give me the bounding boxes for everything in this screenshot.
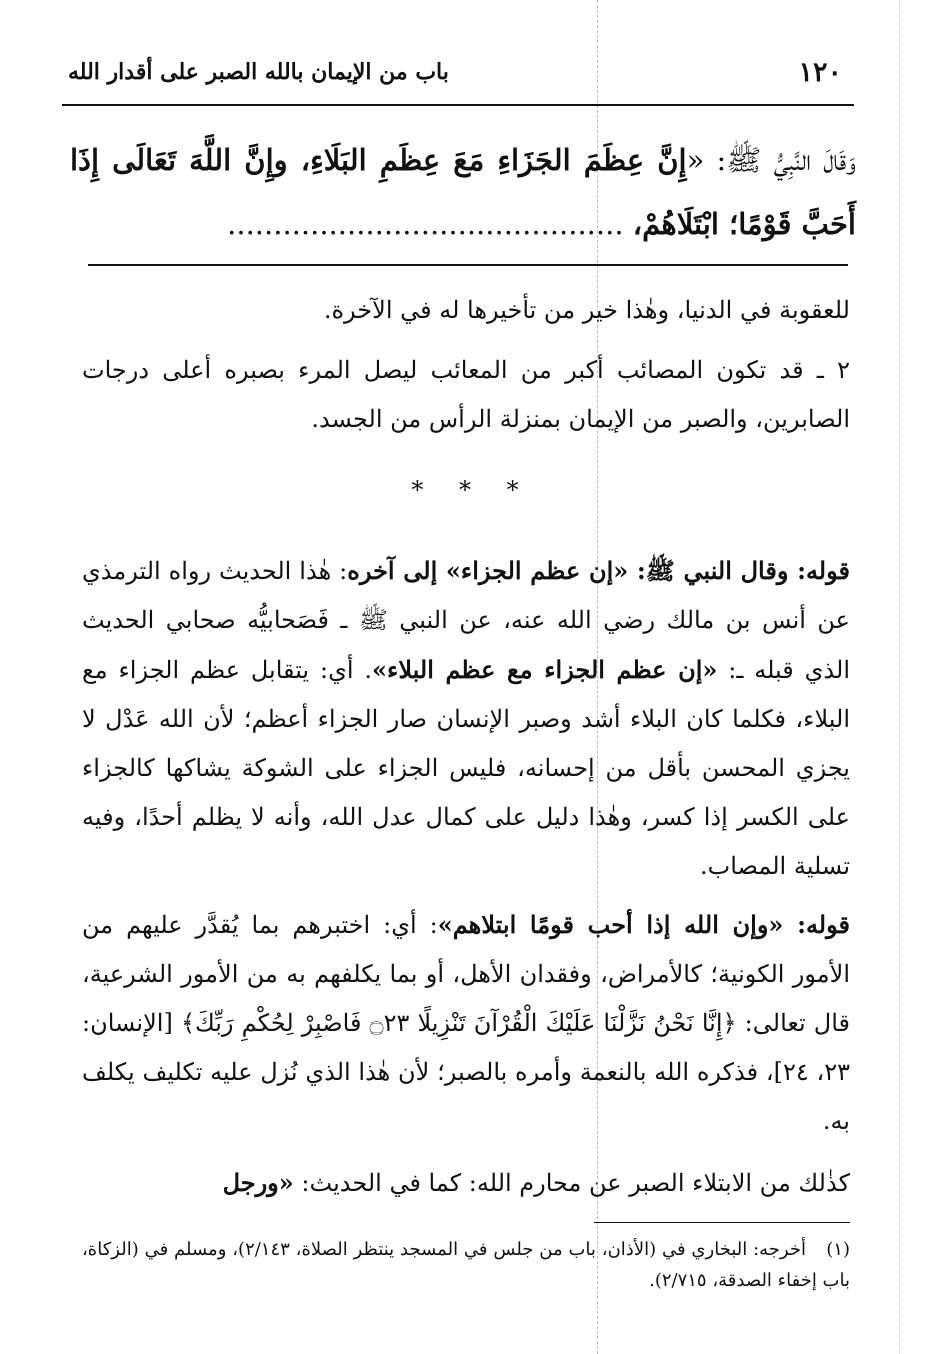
paragraph-qawl-2	[82, 900, 850, 1146]
matn-intro: وَقَالَ النَّبِيُّ ﷺ: «	[686, 143, 856, 177]
running-title: باب من الإيمان بالله الصبر على أقدار الله	[68, 59, 449, 85]
footnote-number: (١)	[826, 1239, 850, 1260]
kadhalik-quote: «ورجل	[222, 1168, 294, 1197]
qawl1-quote: «إن عظم الجزاء مع عظم البلاء»	[372, 655, 718, 684]
page-header	[68, 55, 856, 95]
qawl1-label: قوله: وقال النبي ﷺ: «إن عظم الجزاء» إلى آخره	[347, 556, 850, 585]
matn-dots: ...........................................	[227, 207, 633, 241]
kadhalik-text: كذٰلك من الابتلاء الصبر عن محارم الله: كما في الحديث:	[293, 1169, 850, 1197]
footnote-rule	[594, 1222, 850, 1223]
footnote-text: أخرجه: البخاري في (الأذان، باب من جلس في المسجد ينتظر الصلاة، ٢/١٤٣)، ومسلم في (الزكاة، باب إخفاء الصدقة، ٢/٧١٥).	[82, 1239, 850, 1291]
scan-edge-line	[899, 0, 900, 1354]
paragraph-point-2: ٢ ـ قد تكون المصائب أكبر من المعائب ليصل المرء بصبره أعلى درجات الصابرين، والصبر من الإيمان بمنزلة الرأس من الجسد.	[82, 356, 850, 433]
matn-hadith: إِنَّ عِظَمَ الجَزَاءِ مَعَ عِظَمِ البَلَاءِ، وإِنَّ اللَّهَ تَعَالَى إِذَا أَحَبَّ قَوْمًا؛ ابْتَلَاهُمْ،	[70, 143, 856, 241]
matn-rule	[88, 264, 848, 266]
paragraph-kadhalik	[82, 1158, 850, 1208]
qawl1-text-b: . أي: يتقابل عظم الجزاء مع البلاء، فكلما كان البلاء أشد وصبر الإنسان صار الجزاء أعظم؛ لأن الله عَدْل لا يجزي المحسن بأقل من إحسانه، فليس الجزاء على الشوكة يشاكها كالجزاء على الكسر إذا كسر، وهٰذا دليل على كمال عدل الله، وأنه لا يظلم أحدًا، وفيه تسلية المصاب.	[82, 656, 850, 880]
matn-hadith-text	[70, 128, 856, 256]
qawl1-text-a: : هٰذا الحديث رواه الترمذي عن أنس بن مالك رضي الله عنه، عن النبي ﷺ ـ فَصَحابيُّه صحابي الحديث الذي قبله ـ:	[82, 557, 851, 684]
section-separator: * * *	[411, 476, 533, 504]
page-number: ١٢٠	[798, 57, 842, 88]
paragraph-qawl-1	[82, 546, 850, 891]
footnote	[82, 1234, 850, 1296]
paragraph-continuation: للعقوبة في الدنيا، وهٰذا خير من تأخيرها له في الآخرة.	[323, 296, 850, 324]
qawl2-label: قوله: «وإن الله إذا أحب قومًا ابتلاهم»	[437, 910, 850, 939]
qawl2-text: : أي: اختبرهم بما يُقدَّر عليهم من الأمور الكونية؛ كالأمراض، وفقدان الأهل، أو بما يكلفهم به من الأمور الشرعية، قال تعالى: ﴿إِنَّا نَحْنُ نَزَّلْنَا عَلَيْكَ الْقُرْآنَ تَنْزِيلًا ۝٢٣ فَاصْبِرْ لِحُكْمِ رَبِّكَ﴾ [الإنسان: ٢٣، ٢٤]، فذكره الله بالنعمة وأمره بالصبر؛ لأن هٰذا الذي نُزل عليه تكليف يكلف به.	[82, 911, 851, 1135]
header-rule	[62, 104, 854, 106]
